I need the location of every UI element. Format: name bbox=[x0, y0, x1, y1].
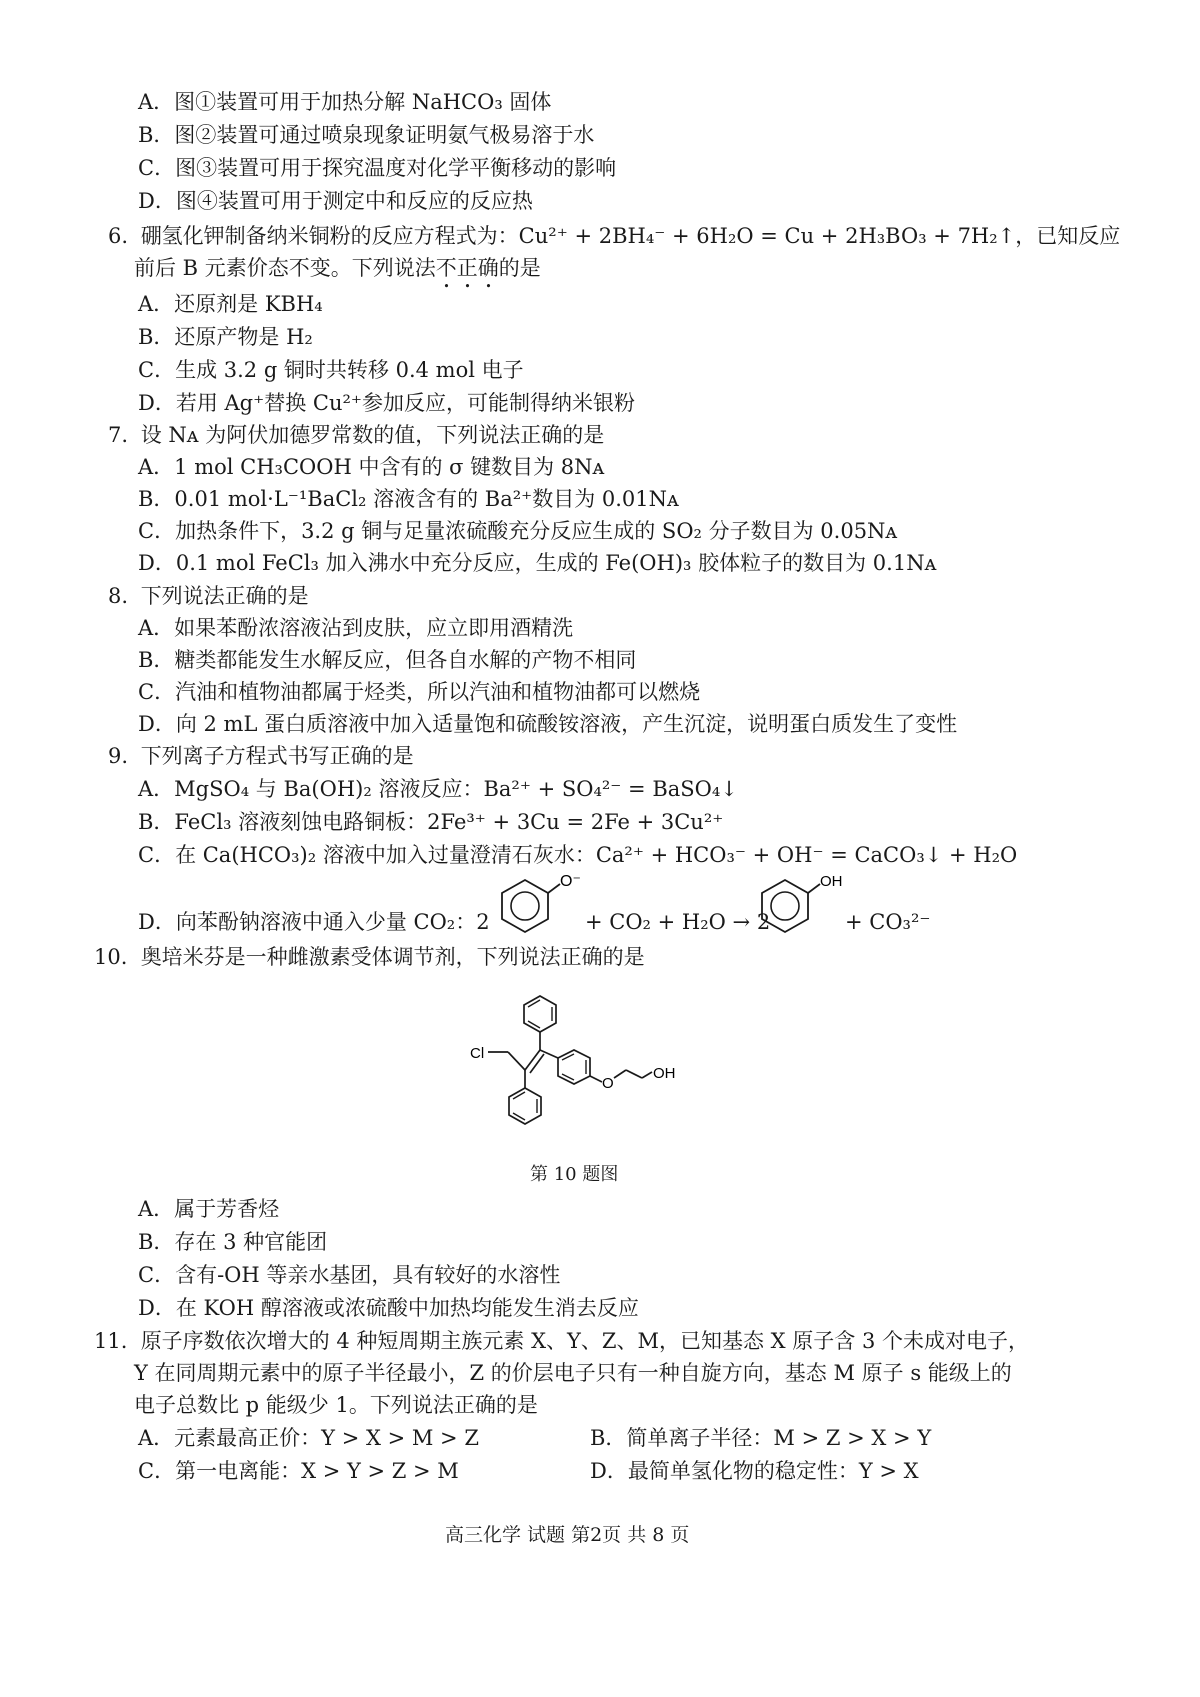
q6-stem-line2 bbox=[134, 254, 541, 293]
q10-stem bbox=[94, 943, 645, 971]
q10-option-a: A．属于芳香烃 bbox=[138, 1197, 280, 1221]
q8-option-b: B．糖类都能发生水解反应，但各自水解的产物不相同 bbox=[138, 648, 637, 672]
q6-emphasis-not-correct: 不正确 bbox=[435, 256, 499, 280]
phenol-label: OH bbox=[820, 873, 843, 890]
q11-option-b: B．简单离子半径：M > Z > X > Y bbox=[590, 1426, 932, 1450]
q6-stem-text2a: 前后 B 元素价态不变。下列说法 bbox=[134, 256, 436, 280]
q6-stem-text2c: 的是 bbox=[498, 256, 541, 280]
q11-option-a: A．元素最高正价：Y > X > M > Z bbox=[138, 1426, 479, 1450]
q10-option-d: D．在 KOH 醇溶液或浓硫酸中加热均能发生消去反应 bbox=[138, 1296, 639, 1320]
chlorine-label: Cl bbox=[470, 1045, 485, 1062]
ospemifene-structure bbox=[470, 990, 690, 1150]
q5-option-d: D．图④装置可用于测定中和反应的反应热 bbox=[138, 189, 533, 213]
q8-option-d: D．向 2 mL 蛋白质溶液中加入适量饱和硫酸铵溶液，产生沉淀，说明蛋白质发生了变性 bbox=[138, 712, 958, 736]
q10-stem-text: 奥培米芬是一种雌激素受体调节剂，下列说法正确的是 bbox=[140, 945, 645, 969]
q11-stem-line1 bbox=[94, 1327, 1029, 1355]
q7-option-a: A．1 mol CH₃COOH 中含有的 σ 键数目为 8Nᴀ bbox=[138, 455, 605, 479]
q10-figure-caption: 第 10 题图 bbox=[530, 1164, 619, 1185]
q9-number: 9. bbox=[108, 744, 129, 768]
q6-number: 6. bbox=[108, 224, 129, 248]
page-footer: 高三化学 试题 第2页 共 8 页 bbox=[445, 1524, 690, 1546]
q8-stem bbox=[108, 582, 309, 610]
q9-stem bbox=[108, 742, 414, 770]
q7-stem-text: 设 Nᴀ 为阿伏加德罗常数的值，下列说法正确的是 bbox=[140, 423, 605, 447]
q11-option-c: C．第一电离能：X > Y > Z > M bbox=[138, 1459, 459, 1483]
q6-stem-line1 bbox=[108, 222, 1120, 250]
q5-option-c: C．图③装置可用于探究温度对化学平衡移动的影响 bbox=[138, 156, 617, 180]
q9-option-a: A．MgSO₄ 与 Ba(OH)₂ 溶液反应：Ba²⁺ + SO₄²⁻ = BaSO₄↓ bbox=[138, 777, 738, 801]
q10-option-b: B．存在 3 种官能团 bbox=[138, 1230, 328, 1254]
q9-stem-text: 下列离子方程式书写正确的是 bbox=[140, 744, 414, 768]
q7-option-b: B．0.01 mol·L⁻¹BaCl₂ 溶液含有的 Ba²⁺数目为 0.01Nᴀ bbox=[138, 487, 679, 511]
hydroxyl-label: OH bbox=[653, 1065, 676, 1082]
q9-option-d-middle: + CO₂ + H₂O → 2 bbox=[585, 910, 771, 934]
q11-option-d: D．最简单氢化物的稳定性：Y > X bbox=[590, 1459, 919, 1483]
q11-stem-text1: 原子序数依次增大的 4 种短周期主族元素 X、Y、Z、M，已知基态 X 原子含 3 个未成对电子， bbox=[140, 1329, 1029, 1353]
oxygen-label: O bbox=[602, 1075, 614, 1092]
q6-option-c: C．生成 3.2 g 铜时共转移 0.4 mol 电子 bbox=[138, 358, 524, 382]
q11-number: 11. bbox=[94, 1329, 128, 1353]
q8-stem-text: 下列说法正确的是 bbox=[140, 584, 309, 608]
q8-option-c: C．汽油和植物油都属于烃类，所以汽油和植物油都可以燃烧 bbox=[138, 680, 701, 704]
q11-stem-line2: Y 在同周期元素中的原子半径最小，Z 的价层电子只有一种自旋方向，基态 M 原子 s 能级上的 bbox=[134, 1361, 1012, 1385]
q5-option-b: B．图②装置可通过喷泉现象证明氨气极易溶于水 bbox=[138, 123, 595, 147]
q9-option-b: B．FeCl₃ 溶液刻蚀电路铜板：2Fe³⁺ + 3Cu = 2Fe + 3Cu²⁺ bbox=[138, 810, 724, 834]
q10-option-c: C．含有-OH 等亲水基团，具有较好的水溶性 bbox=[138, 1263, 561, 1287]
q9-option-d-suffix: + CO₃²⁻ bbox=[845, 910, 931, 934]
q11-stem-line3: 电子总数比 p 能级少 1。下列说法正确的是 bbox=[134, 1393, 538, 1417]
q7-number: 7. bbox=[108, 423, 129, 447]
q10-number: 10. bbox=[94, 945, 128, 969]
phenol-structure bbox=[750, 872, 843, 942]
q8-option-a: A．如果苯酚浓溶液沾到皮肤，应立即用酒精洗 bbox=[138, 616, 574, 640]
q6-option-b: B．还原产物是 H₂ bbox=[138, 325, 313, 349]
q6-option-d: D．若用 Ag⁺替换 Cu²⁺参加反应，可能制得纳米银粉 bbox=[138, 391, 635, 415]
q9-option-c: C．在 Ca(HCO₃)₂ 溶液中加入过量澄清石灰水：Ca²⁺ + HCO₃⁻ + OH⁻ = CaCO₃↓ + H₂O bbox=[138, 843, 1018, 867]
q9-option-d-prefix: D．向苯酚钠溶液中通入少量 CO₂：2 bbox=[138, 910, 490, 934]
q7-option-c: C．加热条件下，3.2 g 铜与足量浓硫酸充分反应生成的 SO₂ 分子数目为 0.05Nᴀ bbox=[138, 519, 898, 543]
q5-option-a: A．图①装置可用于加热分解 NaHCO₃ 固体 bbox=[138, 90, 552, 114]
q8-number: 8. bbox=[108, 584, 129, 608]
phenoxide-label: O⁻ bbox=[560, 873, 581, 890]
q7-option-d: D．0.1 mol FeCl₃ 加入沸水中充分反应，生成的 Fe(OH)₃ 胶体粒子的数目为 0.1Nᴀ bbox=[138, 551, 937, 575]
q6-stem-text1: 硼氢化钾制备纳米铜粉的反应方程式为：Cu²⁺ + 2BH₄⁻ + 6H₂O = Cu + 2H₃BO₃ + 7H₂↑，已知反应 bbox=[140, 224, 1121, 248]
phenoxide-structure bbox=[490, 872, 580, 942]
q7-stem bbox=[108, 421, 604, 449]
q6-option-a: A．还原剂是 KBH₄ bbox=[138, 292, 323, 316]
